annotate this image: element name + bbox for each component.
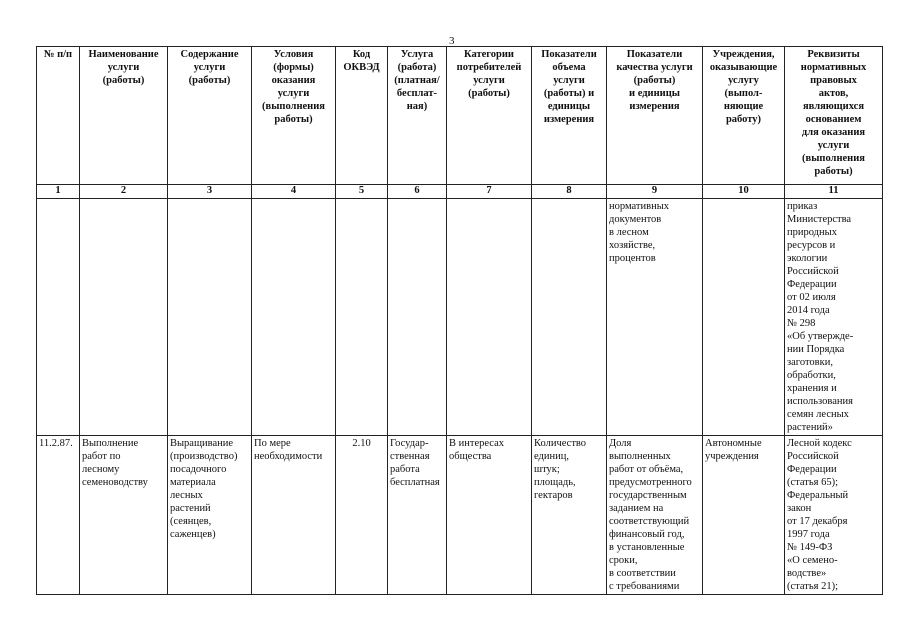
header-cell-4 xyxy=(252,47,336,185)
cell-line: материала xyxy=(170,477,216,488)
cell-line: нормативных xyxy=(609,201,670,212)
legal-acts-cont xyxy=(785,199,883,436)
cell-line: Государ- xyxy=(390,438,429,449)
cell-line: Показатели xyxy=(541,49,597,60)
okved-code xyxy=(336,436,388,595)
column-number: 8 xyxy=(532,185,607,199)
cell-line: потребителей xyxy=(456,62,522,73)
item-number xyxy=(37,436,80,595)
cell-line: Условия xyxy=(273,49,314,60)
cell-line: услуги xyxy=(107,62,140,73)
header-cell-9 xyxy=(607,47,703,185)
table-cell xyxy=(703,199,785,436)
header-cell-1 xyxy=(37,47,80,185)
column-number: 4 xyxy=(252,185,336,199)
cell-line: Выращивание xyxy=(170,438,234,449)
column-number: 6 xyxy=(388,185,447,199)
cell-line: и единицы xyxy=(629,88,680,99)
cell-line: работ от объёма, xyxy=(609,464,684,475)
cell-line: работ по xyxy=(82,451,121,462)
cell-line: (формы) xyxy=(273,62,314,73)
cell-line: (работы) и xyxy=(543,88,595,99)
column-number: 11 xyxy=(785,185,883,199)
header-cell-3 xyxy=(168,47,252,185)
cell-line: Федерации xyxy=(787,464,837,475)
cell-line: работу) xyxy=(725,114,762,125)
cell-line: 11.2.87. xyxy=(39,438,73,449)
cell-line: для оказания xyxy=(801,127,866,138)
cell-line: «Об утвержде- xyxy=(787,331,854,342)
cell-line: (работы) xyxy=(633,75,676,86)
cell-line: Российской xyxy=(787,266,839,277)
cell-line: лесному xyxy=(82,464,120,475)
header-cell-2 xyxy=(80,47,168,185)
cell-line: заданием на xyxy=(609,503,664,514)
cell-line: площадь, xyxy=(534,477,576,488)
cell-line: необходимости xyxy=(254,451,323,462)
table-cell xyxy=(37,199,80,436)
column-number-row xyxy=(37,185,883,199)
cell-line: ресурсов и xyxy=(787,240,836,251)
cell-line: № 149-ФЗ xyxy=(787,542,833,553)
cell-line: (работа) xyxy=(397,62,437,73)
cell-line: Выполнение xyxy=(82,438,139,449)
service-content xyxy=(168,436,252,595)
column-number: 10 xyxy=(703,185,785,199)
cell-line: Доля xyxy=(609,438,632,449)
table-cell xyxy=(532,199,607,436)
cell-line: саженцев) xyxy=(170,529,216,540)
cell-line: (статья 21); xyxy=(787,581,839,592)
cell-line: Лесной кодекс xyxy=(787,438,852,449)
table-cell xyxy=(252,199,336,436)
quality-indicator xyxy=(607,436,703,595)
cell-line: семеноводству xyxy=(82,477,148,488)
cell-line: По мере xyxy=(254,438,291,449)
header-cell-5 xyxy=(336,47,388,185)
cell-line: услуги xyxy=(817,140,850,151)
cell-line: Российской xyxy=(787,451,839,462)
cell-line: измерения xyxy=(543,114,595,125)
cell-line: 2.10 xyxy=(352,438,371,449)
table-cell xyxy=(388,199,447,436)
cell-line: растений» xyxy=(787,422,833,433)
institutions xyxy=(703,436,785,595)
cell-line: В интересах xyxy=(449,438,504,449)
cell-line: нии Порядка xyxy=(787,344,845,355)
cell-line: услугу xyxy=(728,75,759,86)
cell-line: заготовки, xyxy=(787,357,833,368)
cell-line: учреждения xyxy=(705,451,759,462)
cell-line: Показатели xyxy=(626,49,683,60)
cell-line: закон xyxy=(787,503,812,514)
cell-line: единиц, xyxy=(534,451,569,462)
cell-line: 1997 года xyxy=(787,529,830,540)
cell-line: Категории xyxy=(464,49,514,60)
cell-line: хранения и xyxy=(787,383,837,394)
cell-line: работа xyxy=(390,464,420,475)
table-cell xyxy=(168,199,252,436)
consumer-category xyxy=(447,436,532,595)
service-name xyxy=(80,436,168,595)
cell-line: в лесном xyxy=(609,227,649,238)
header-row xyxy=(37,47,883,185)
cell-line: (статья 65); xyxy=(787,477,839,488)
cell-line: 2014 года xyxy=(787,305,830,316)
cell-line: финансовый год, xyxy=(609,529,685,540)
cell-line: являющихся xyxy=(802,101,864,112)
service-conditions xyxy=(252,436,336,595)
cell-line: услуги xyxy=(277,88,310,99)
cell-line: услуги xyxy=(193,62,226,73)
cell-line: измерения xyxy=(629,101,680,112)
cell-line: (выполнения xyxy=(802,153,865,164)
cell-line: Федерации xyxy=(787,279,837,290)
cell-line: обработки, xyxy=(787,370,836,381)
cell-line: правовых xyxy=(810,75,857,86)
cell-line: основанием xyxy=(805,114,862,125)
cell-line: приказ xyxy=(787,201,818,212)
column-number: 2 xyxy=(80,185,168,199)
cell-line: бесплатная xyxy=(390,477,440,488)
cell-line: с требованиями xyxy=(609,581,680,592)
cell-line: качества услуги xyxy=(616,62,693,73)
quality-indicator-cont xyxy=(607,199,703,436)
cell-line: (работы) xyxy=(468,88,510,99)
cell-line: (работы) xyxy=(188,75,231,86)
column-number: 1 xyxy=(37,185,80,199)
cell-line: сроки, xyxy=(609,555,638,566)
cell-line: Реквизиты xyxy=(807,49,860,60)
cell-line: государственным xyxy=(609,490,687,501)
cell-line: № 298 xyxy=(787,318,816,329)
column-number: 3 xyxy=(168,185,252,199)
table-cell xyxy=(336,199,388,436)
cell-line: (выполнения xyxy=(262,101,325,112)
cell-line: хозяйстве, xyxy=(609,240,656,251)
column-number: 9 xyxy=(607,185,703,199)
cell-line: Министерства xyxy=(787,214,852,225)
cell-line: семян лесных xyxy=(787,409,849,420)
cell-line: (платная/ xyxy=(394,75,440,86)
header-cell-11 xyxy=(785,47,883,185)
cell-line: ОКВЭД xyxy=(343,62,380,73)
cell-line: штук; xyxy=(534,464,560,475)
cell-line: Наименование xyxy=(88,49,159,60)
header-cell-7 xyxy=(447,47,532,185)
cell-line: (сеянцев, xyxy=(170,516,212,527)
legal-acts xyxy=(785,436,883,595)
cell-line: Количество xyxy=(534,438,587,449)
cell-line: в соответствии xyxy=(609,568,676,579)
cell-line: соответствующий xyxy=(609,516,690,527)
cell-line: Учреждения, xyxy=(712,49,775,60)
cell-line: оказания xyxy=(271,75,316,86)
cell-line: няющие xyxy=(723,101,764,112)
cell-line: общества xyxy=(449,451,492,462)
cell-line: «О семено- xyxy=(787,555,838,566)
cell-line: Услуга xyxy=(400,49,434,60)
cell-line: природных xyxy=(787,227,837,238)
cell-line: услуги xyxy=(553,75,585,86)
cell-line: актов, xyxy=(818,88,849,99)
cell-line: предусмотренного xyxy=(609,477,692,488)
cell-line: использования xyxy=(787,396,853,407)
cell-line: выполненных xyxy=(609,451,671,462)
cell-line: экологии xyxy=(787,253,828,264)
cell-line: услуги xyxy=(473,75,505,86)
cell-line: работы) xyxy=(274,114,313,125)
cell-line: процентов xyxy=(609,253,656,264)
cell-line: нормативных xyxy=(800,62,867,73)
service-type xyxy=(388,436,447,595)
cell-line: ная) xyxy=(406,101,428,112)
header-cell-10 xyxy=(703,47,785,185)
table-row xyxy=(37,436,883,595)
cell-line: Автономные xyxy=(705,438,762,449)
cell-line: в установленные xyxy=(609,542,685,553)
cell-line: водстве» xyxy=(787,568,827,579)
cell-line: от 17 декабря xyxy=(787,516,848,527)
page-number: 3 xyxy=(449,35,455,47)
table-cell xyxy=(80,199,168,436)
cell-line: (производство) xyxy=(170,451,238,462)
cell-line: оказывающие xyxy=(709,62,778,73)
cell-line: растений xyxy=(170,503,211,514)
cell-line: документов xyxy=(609,214,662,225)
header-cell-6 xyxy=(388,47,447,185)
column-number: 7 xyxy=(447,185,532,199)
table-cell xyxy=(447,199,532,436)
cell-line: бесплат- xyxy=(396,88,438,99)
volume-indicator xyxy=(532,436,607,595)
cell-line: (работы) xyxy=(102,75,145,86)
cell-line: посадочного xyxy=(170,464,227,475)
cell-line: работы) xyxy=(814,166,853,177)
cell-line: от 02 июля xyxy=(787,292,836,303)
cell-line: Код xyxy=(352,49,371,60)
cell-line: (выпол- xyxy=(724,88,763,99)
header-cell-8 xyxy=(532,47,607,185)
cell-line: Федеральный xyxy=(787,490,849,501)
cell-line: ственная xyxy=(390,451,430,462)
cell-line: Содержание xyxy=(180,49,239,60)
cell-line: лесных xyxy=(170,490,203,501)
cell-line: гектаров xyxy=(534,490,573,501)
column-number: 5 xyxy=(336,185,388,199)
continuation-row xyxy=(37,199,883,436)
registry-table xyxy=(36,46,883,595)
cell-line: единицы xyxy=(547,101,591,112)
cell-line: объема xyxy=(552,62,586,73)
cell-line: № п/п xyxy=(43,49,73,60)
